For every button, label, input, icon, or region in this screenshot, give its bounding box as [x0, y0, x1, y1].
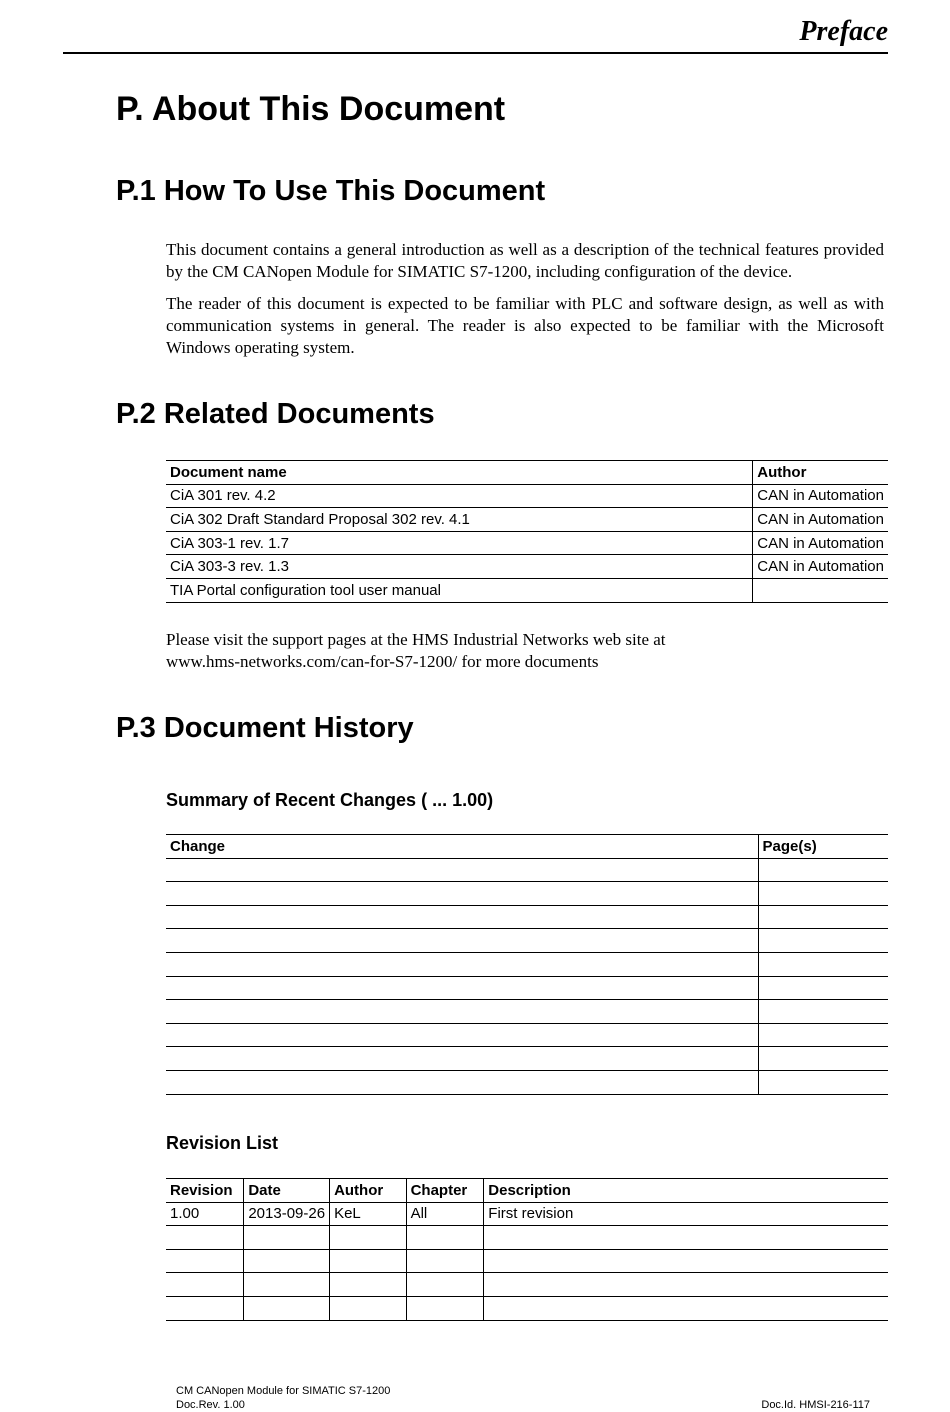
date-cell: [244, 1249, 330, 1273]
author-cell: CAN in Automation: [753, 555, 888, 579]
author-cell: [330, 1249, 407, 1273]
author-cell: CAN in Automation: [753, 508, 888, 532]
change-cell: [166, 1023, 758, 1047]
table-row: [166, 858, 888, 882]
related-documents-table: [166, 460, 888, 603]
revision-list-title: Revision List: [166, 1133, 279, 1153]
description-cell: [484, 1226, 888, 1250]
chapter-cell: [406, 1249, 484, 1273]
author-cell: KeL: [330, 1202, 407, 1226]
table-row: [166, 1070, 888, 1094]
col-header-change: Change: [166, 835, 758, 859]
change-cell: [166, 882, 758, 906]
document-name-cell: CiA 302 Draft Standard Proposal 302 rev. 4.1: [166, 508, 753, 532]
date-cell: [244, 1226, 330, 1250]
table-row: [166, 1000, 888, 1024]
footer-doc-rev: Doc.Rev. 1.00: [176, 1399, 245, 1411]
change-cell: [166, 1000, 758, 1024]
pages-cell: [758, 1000, 888, 1024]
footer-product: CM CANopen Module for SIMATIC S7-1200: [176, 1385, 391, 1397]
author-cell: [330, 1273, 407, 1297]
col-header-description: Description: [484, 1179, 888, 1203]
changes-table: [166, 834, 888, 1095]
footer-left: [176, 1384, 390, 1412]
pages-cell: [758, 905, 888, 929]
table-header-row: [166, 835, 888, 859]
table-row: [166, 882, 888, 906]
table-row: [166, 578, 888, 602]
header-title: Preface: [799, 16, 888, 47]
description-cell: [484, 1273, 888, 1297]
p2-note-line-1: Please visit the support pages at the HMS Industrial Networks web site at: [166, 630, 666, 649]
col-header-author: Author: [753, 461, 888, 485]
p1-paragraph-2: The reader of this document is expected to be familiar with PLC and software design, as well as with communication systems in general. The reader is also expected to be familiar with the Microsoft Windows operating system.: [166, 294, 884, 357]
change-cell: [166, 858, 758, 882]
date-cell: 2013-09-26: [244, 1202, 330, 1226]
p1-paragraph-1: This document contains a general introduction as well as a description of the technical features provided by the CM CANopen Module for SIMATIC S7-1200, including configuration of the device.: [166, 240, 884, 281]
table-row: [166, 1047, 888, 1071]
date-cell: [244, 1273, 330, 1297]
change-cell: [166, 952, 758, 976]
author-cell: [330, 1226, 407, 1250]
pages-cell: [758, 929, 888, 953]
section-p2-title: P.2 Related Documents: [116, 398, 435, 430]
table-row: [166, 905, 888, 929]
table-row: [166, 555, 888, 579]
description-cell: [484, 1249, 888, 1273]
col-header-author: Author: [330, 1179, 407, 1203]
chapter-cell: [406, 1226, 484, 1250]
table-row: [166, 1202, 888, 1226]
change-cell: [166, 976, 758, 1000]
page-header: [63, 14, 888, 54]
table-row: [166, 508, 888, 532]
col-header-date: Date: [244, 1179, 330, 1203]
p2-note: [166, 629, 884, 673]
pages-cell: [758, 858, 888, 882]
table-row: [166, 484, 888, 508]
table-header-row: [166, 461, 888, 485]
document-name-cell: CiA 303-1 rev. 1.7: [166, 531, 753, 555]
section-p1-title: P.1 How To Use This Document: [116, 175, 546, 207]
table-row: [166, 976, 888, 1000]
table-row: [166, 531, 888, 555]
col-header-revision: Revision: [166, 1179, 244, 1203]
chapter-cell: All: [406, 1202, 484, 1226]
chapter-cell: [406, 1296, 484, 1320]
table-row: [166, 1226, 888, 1250]
change-cell: [166, 929, 758, 953]
table-row: [166, 1273, 888, 1297]
revision-cell: 1.00: [166, 1202, 244, 1226]
change-cell: [166, 1070, 758, 1094]
revision-cell: [166, 1273, 244, 1297]
document-name-cell: TIA Portal configuration tool user manual: [166, 578, 753, 602]
pages-cell: [758, 1070, 888, 1094]
revision-cell: [166, 1296, 244, 1320]
pages-cell: [758, 1047, 888, 1071]
description-cell: First revision: [484, 1202, 888, 1226]
author-cell: [753, 578, 888, 602]
chapter-cell: [406, 1273, 484, 1297]
main-title: P. About This Document: [116, 90, 506, 128]
summary-title: Summary of Recent Changes ( ... 1.00): [166, 790, 494, 810]
revision-cell: [166, 1226, 244, 1250]
support-link[interactable]: www.hms-networks.com/can-for-S7-1200/ for more documents: [166, 652, 599, 671]
pages-cell: [758, 1023, 888, 1047]
table-row: [166, 1023, 888, 1047]
document-name-cell: CiA 303-3 rev. 1.3: [166, 555, 753, 579]
table-row: [166, 929, 888, 953]
revision-cell: [166, 1249, 244, 1273]
date-cell: [244, 1296, 330, 1320]
section-p3-title: P.3 Document History: [116, 712, 414, 744]
author-cell: CAN in Automation: [753, 484, 888, 508]
change-cell: [166, 905, 758, 929]
pages-cell: [758, 952, 888, 976]
document-name-cell: CiA 301 rev. 4.2: [166, 484, 753, 508]
table-row: [166, 1296, 888, 1320]
pages-cell: [758, 976, 888, 1000]
col-header-pages: Page(s): [758, 835, 888, 859]
description-cell: [484, 1296, 888, 1320]
col-header-chapter: Chapter: [406, 1179, 484, 1203]
revision-table: [166, 1178, 888, 1321]
author-cell: [330, 1296, 407, 1320]
col-header-document-name: Document name: [166, 461, 753, 485]
footer-doc-id: Doc.Id. HMSI-216-117: [761, 1399, 870, 1411]
table-row: [166, 952, 888, 976]
table-header-row: [166, 1179, 888, 1203]
pages-cell: [758, 882, 888, 906]
author-cell: CAN in Automation: [753, 531, 888, 555]
change-cell: [166, 1047, 758, 1071]
table-row: [166, 1249, 888, 1273]
